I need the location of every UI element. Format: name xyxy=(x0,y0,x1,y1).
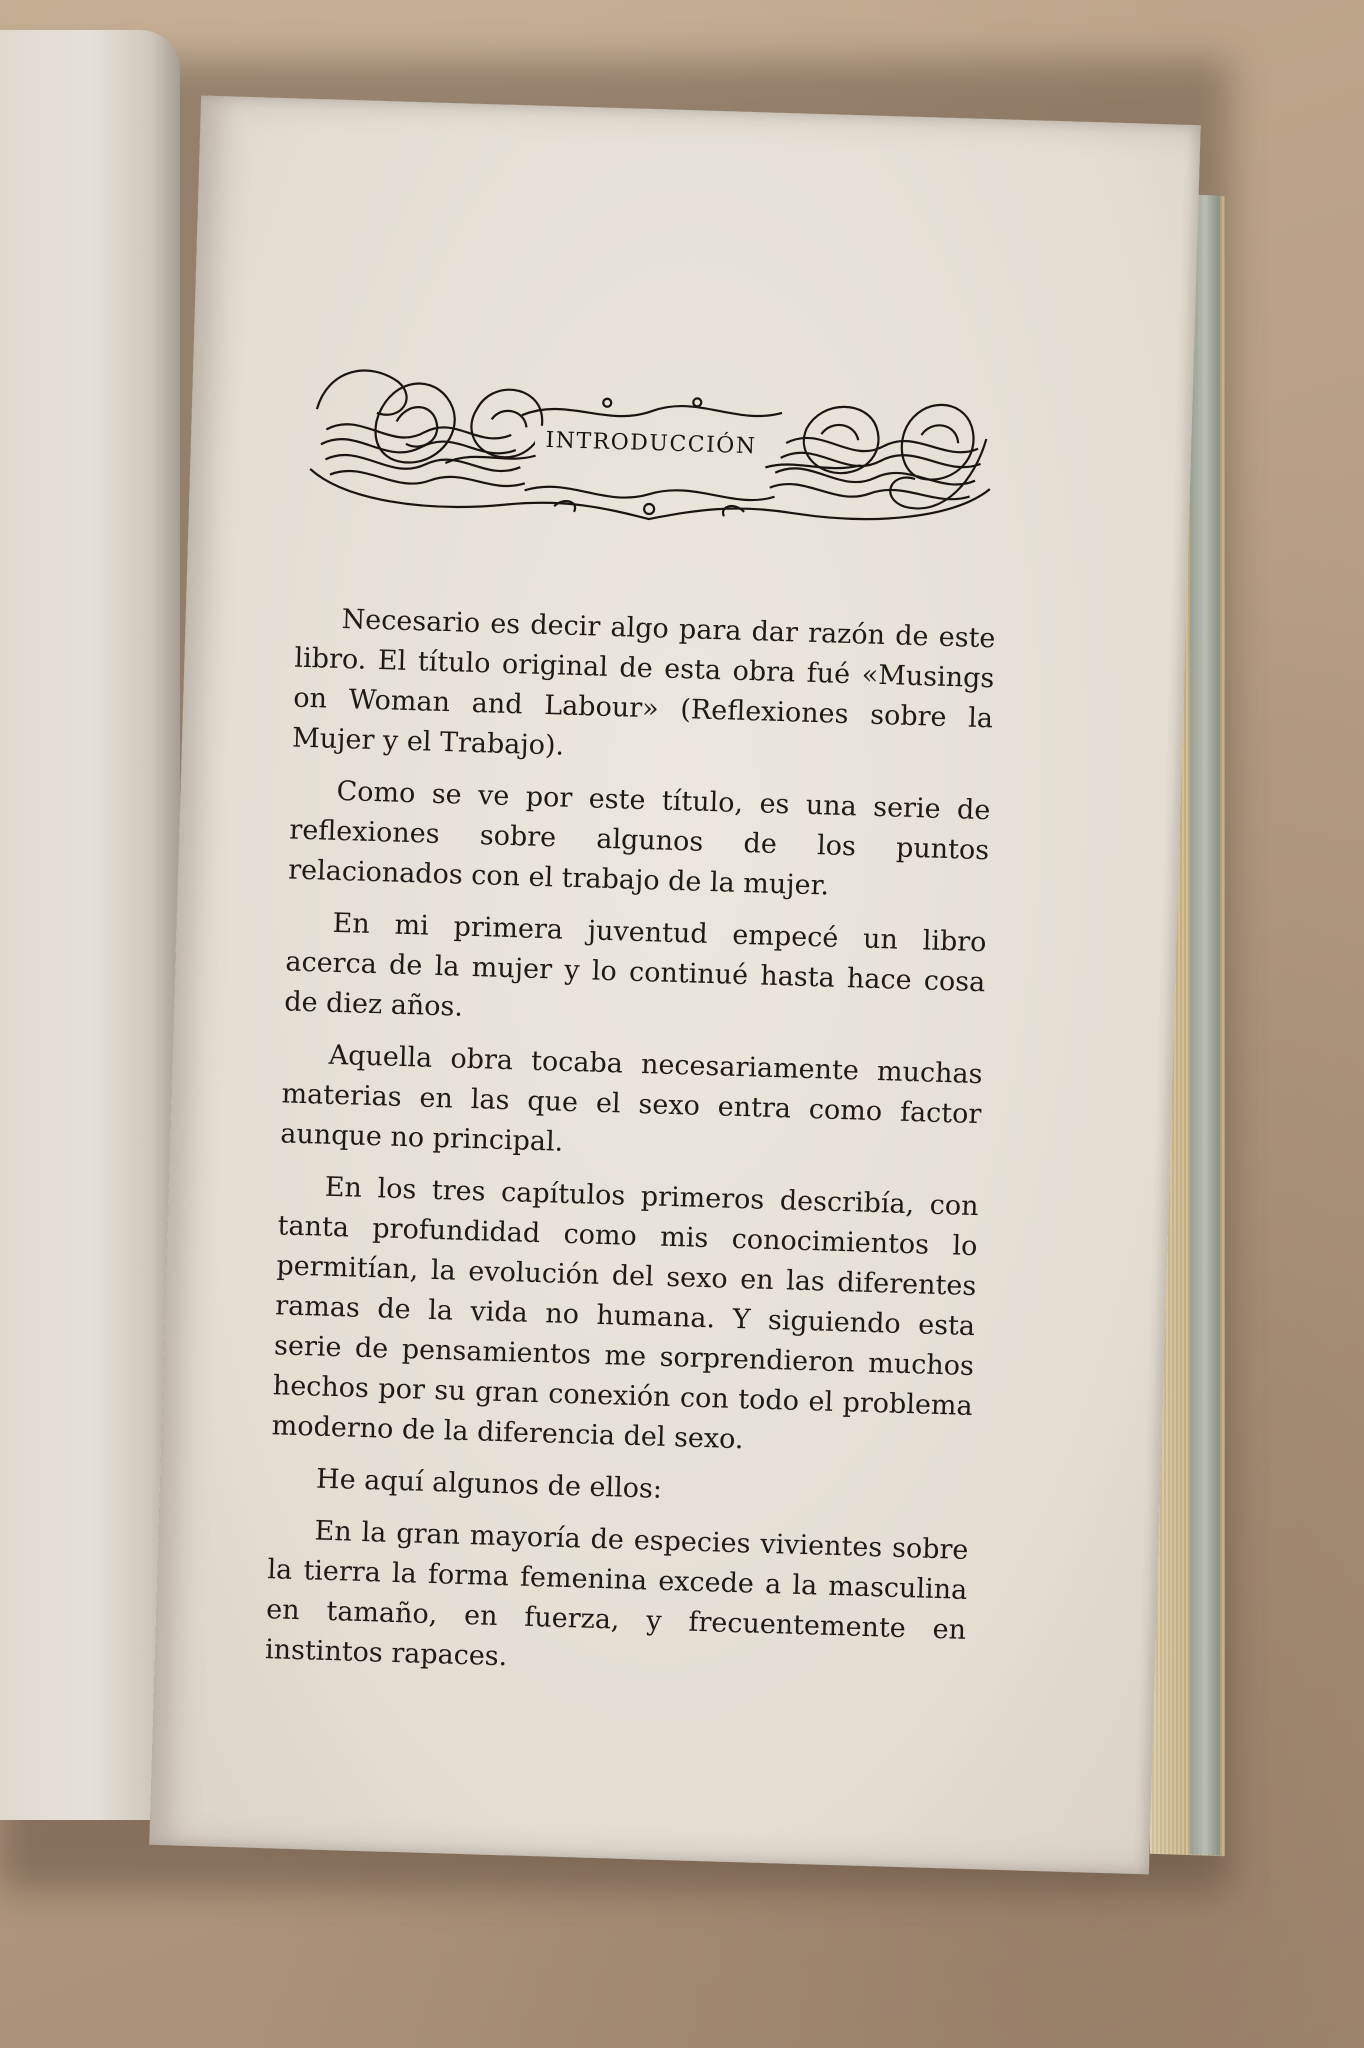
paragraph-7: En la gran mayoría de especies vivientes sobre la tierra la forma femenina excede a la masculina en tamaño, en fuerza, y frecuentemente en instintos rapaces. xyxy=(264,1515,969,1673)
chapter-heading-ornament xyxy=(304,349,999,539)
book-cover-edge xyxy=(1190,194,1220,1855)
paragraph-1: Necesario es decir algo para dar razón de este libro. El título original de esta obra fué «Musings on Woman and Labour» (Reflexiones sobre la Mujer y el Trabajo). xyxy=(291,603,996,762)
paragraph-3: En mi primera juventud empecé un libro acerca de la mujer y lo continué hasta hace cosa de diez años. xyxy=(283,907,987,1023)
chapter-title-text: INTRODUCCIÓN xyxy=(535,426,767,462)
paragraph-6: He aquí algunos de ellos: xyxy=(315,1463,663,1505)
book-page xyxy=(149,96,1200,1875)
paragraph-2: Como se ve por este título, es una serie de reflexiones sobre algunos de los puntos relacionados con el trabajo de la mujer. xyxy=(287,775,991,902)
page-content xyxy=(264,349,1003,1703)
paragraph-5: En los tres capítulos primeros describía, con tanta profundidad como mis conocimientos lo permitían, la evolución del sexo en las diferentes ramas de la vida no humana. Y siguiendo esta serie de pensamientos me sorprendieron muchos hechos por su gran conexión con todo el problema moderno de la diferencia del sexo. xyxy=(271,1171,980,1456)
paragraph-4: Aquella obra tocaba necesariamente muchas materias en las que el sexo entra como factor aunque no principal. xyxy=(279,1039,983,1158)
left-page-edge xyxy=(0,30,180,1820)
